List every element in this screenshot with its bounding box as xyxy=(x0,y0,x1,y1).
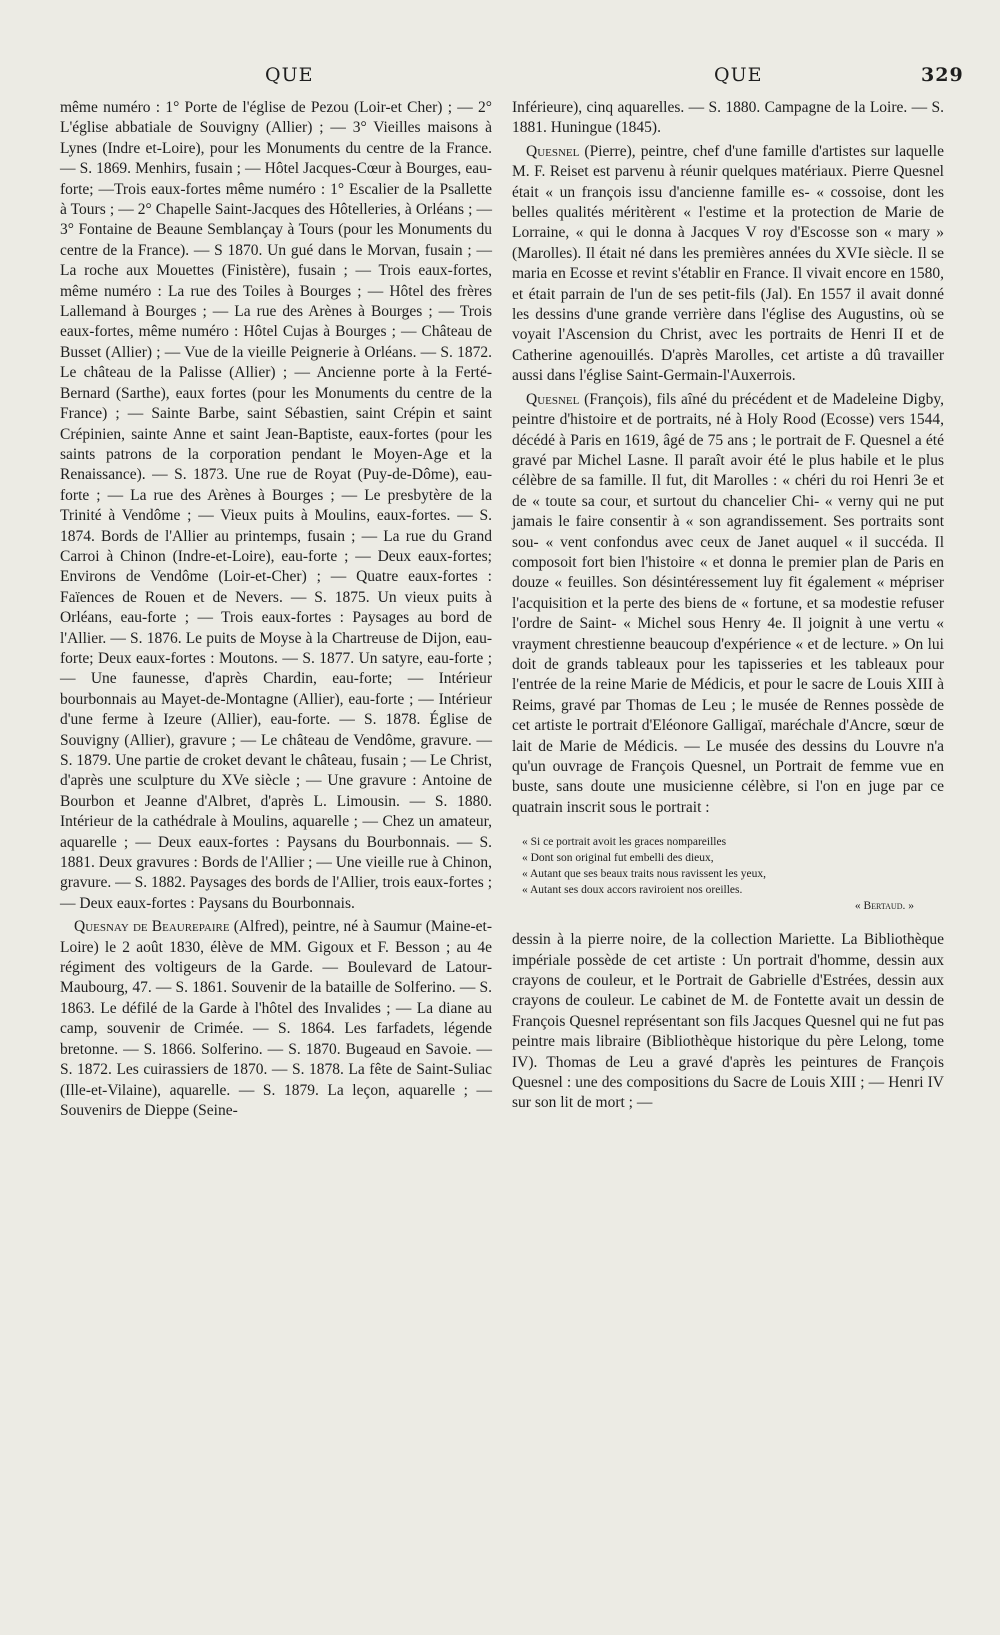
entry-body: (Alfred), peintre, né à Saumur (Maine-et-Loire) le 2 août 1830, élève de MM. Gigoux et F. Besson ; au 4e régiment des voltigeurs de la Garde. — Boulevard de Latour-Maubourg, 47. — S. 1861. Souvenir de la bataille de Solferino. — S. 1863. Le défilé de la Garde à l'hôtel des Invalides ; — La diane au camp, souvenir de Crimée. — S. 1864. Les farfadets, légende bretonne. — S. 1866. Solferino. — S. 1870. Bugeaud en Savoie. — S. 1872. Les cuirassiers de 1870. — S. 1878. La fête de Saint-Suliac (Ille-et-Vilaine), aquarelle. — S. 1879. La leçon, aquarelle ; — Souvenirs de Dieppe (Seine- xyxy=(60,918,493,1119)
entry-body: (Pierre), peintre, chef d'une famille d'artistes sur laquelle M. F. Reiset est parvenu à réunir quelques matériaux. Pierre Quesnel était « un françois issu d'ancienne famille es- « cossoise, dont les belles qualités méritèrent « l'estime et la protection de Marie de Lorraine, « qui le donna à Jacques V roy d'Escosse son « mary » (Marolles). Il était né dans les premières années du XVIe siècle. Il se maria en Ecosse et revint s'établir en France. Il vivait encore en 1580, et était parrain de l'un de ses petit-fils (Jal). En 1557 il avait donné les dessins d'une grande verrière dans l'église des Augustins, où se voyait l'Ascension du Christ, avec les portraits de Henri II et de Catherine agenouillés. D'après Marolles, cet artiste a dû travailler aussi dans l'église Saint-Germain-l'Auxerrois. xyxy=(512,142,944,385)
right-column xyxy=(512,98,944,1114)
paragraph-continued-right: Inférieure), cinq aquarelles. — S. 1880. Campagne de la Loire. — S. 1881. Huningue (1845). xyxy=(512,99,944,137)
entry-body: (François), fils aîné du précédent et de Madeleine Digby, peintre d'histoire et de portraits, né à Holy Rood (Ecosse) vers 1544, décédé à Paris en 1619, âgé de 75 ans ; le portrait de F. Quesnel a été gravé par Michel Lasne. Il paraît avoir été le plus habile et le plus célèbre de sa famille. Il fut, dit Marolles : « chéri du roi Henri 3e et de « toute sa cour, et surtout du chancelier Chi- « verny qui ne put jamais le faire consentir à « son agrandissement. Ses portraits sont sou- « vent confondus avec ceux de Janet auquel « il succéda. Il composoit fort bien l'histoire « et donna le premier plan de Paris en douze « feuilles. Son désintéressement luy fit également « mépriser l'acquisition et la perte des biens de « fortune, et sa modestie refuser l'ordre de Saint- « Michel sous Henry 4e. Il joignit à une vertu « vrayment chrestienne beaucoup d'expérience « et de lecture. » On lui doit de grands tableaux pour les tapisseries et les tableaux pour l'entrée de la reine Marie de Médicis, et pour le sacre de Louis XIII à Reims, gravé par Thomas de Leu ; le musée de Rennes possède de cet artiste le portrait d'Eléonore Galligaï, maréchale d'Ancre, sœur de lait de Marie de Médicis. — Le musée des dessins du Louvre n'a qu'un ouvrage de François Quesnel, un Portrait de femme vue en buste, sans doute une musicienne célèbre, si l'on en juge par ce quatrain inscrit sous le portrait : xyxy=(512,390,944,816)
quatrain-line: « Autant que ses beaux traits nous ravissent les yeux, xyxy=(522,868,767,881)
paragraph-continued: même numéro : 1° Porte de l'église de Pezou (Loir-et Cher) ; — 2° L'église abbatiale de Souvigny (Allier) ; — 3° Vieilles maisons à Lynes (Indre et-Loire), pour les Monuments du centre de la France. — S. 1869. Menhirs, fusain ; — Hôtel Jacques-Cœur à Bourges, eau-forte; —Trois eaux-fortes même numéro : 1° Escalier de la Psallette à Tours ; — 2° Chapelle Saint-Jacques des Hôtelleries, à Orléans ; — 3° Fontaine de Beaune Semblançay à Tours (pour les Monuments du centre de la France). — S 1870. Un gué dans le Morvan, fusain ; — La roche aux Mouettes (Finistère), fusain ; — Trois eaux-fortes, même numéro : La rue des Toiles à Bourges ; — Hôtel des frères Lallemand à Bourges ; — La rue des Arènes à Bourges ; — Trois eaux-fortes, même numéro : Hôtel Cujas à Bourges ; — Château de Busset (Allier) ; — Vue de la vieille Peignerie à Orléans. — S. 1872. Le château de la Palisse (Allier) ; — Ancienne porte à la Ferté-Bernard (Sarthe), eaux fortes (pour les Monuments du centre de la France) ; — Sainte Barbe, saint Sébastien, saint Crépin et saint Crépinien, sainte Anne et saint Jean-Baptiste, eaux-fortes (pour les saints patrons de la corporation pendant le Moyen-Age et la Renaissance). — S. 1873. Une rue de Royat (Puy-de-Dôme), eau-forte ; — La rue des Arènes à Bourges ; — Le presbytère de la Trinité à Vendôme ; — Vieux puits à Moulins, eaux-fortes. — S. 1874. Bords de l'Allier au printemps, fusain ; — La rue du Grand Carroi à Chinon (Indre-et-Loire), eau-forte ; — Deux eaux-fortes; Environs de Vendôme (Loir-et-Cher) ; — Quatre eaux-fortes : Faïences de Rouen et de Nevers. — S. 1875. Un vieux puits à Orléans, eau-forte ; — Trois eaux-fortes : Paysages au bord de l'Allier. — S. 1876. Le puits de Moyse à la Chartreuse de Dijon, eau-forte; Deux eaux-fortes : Moutons. — S. 1877. Un satyre, eau-forte ; — Une faunesse, d'après Chardin, eau-forte; — Intérieur bourbonnais au Mayet-de-Montagne (Allier), eau-forte ; — Intérieur d'une ferme à Izeure (Allier), eau-forte. — S. 1878. Église de Souvigny (Allier), gravure ; — Le château de Vendôme, gravure. — S. 1879. Une partie de croket devant le château, fusain ; — Le Christ, d'après une sculpture du XVe siècle ; — Une gravure : Antoine de Bourbon et Jeanne d'Albret, d'après L. Limousin. — S. 1880. Intérieur de la cathédrale à Moulins, aquarelle ; — Chez un amateur, aquarelle ; — Deux eaux-fortes : Paysans du Bourbonnais. — S. 1881. Deux gravures : Bords de l'Allier ; — Une vieille rue à Chinon, gravure. — S. 1882. Paysages des bords de l'Allier, trois eaux-fortes ; — Deux eaux-fortes : Paysans du Bourbonnais. xyxy=(60,99,492,912)
running-head-left: QUE xyxy=(265,64,314,86)
left-column xyxy=(60,98,492,1121)
paragraph-after-quote: dessin à la pierre noire, de la collection Mariette. La Bibliothèque impériale possède de cet artiste : Un portrait d'homme, dessin aux crayons de couleur, et le Portrait de Gabrielle d'Estrées, dessin aux crayons de couleur. Le cabinet de M. de Fontette avait un dessin de François Quesnel représentant son fils Jacques Quesnel qui ne fut pas peintre mais libraire (Bibliothèque historique du père Lelong, tome IV). Thomas de Leu a gravé d'après les peintures de François Quesnel : une des compositions du Sacre de Louis XIII ; — Henri IV sur son lit de mort ; — xyxy=(512,931,944,1112)
running-head-center: QUE xyxy=(714,64,763,86)
quatrain-line: « Autant ses doux accors raviroient nos oreilles. xyxy=(522,884,743,897)
entry-quesnel-pierre xyxy=(512,142,944,387)
entry-quesnel-francois xyxy=(512,390,944,819)
page-number: 329 xyxy=(921,64,964,86)
entry-quesnay xyxy=(60,917,492,1121)
entry-name: Quesnay de Beaurepaire xyxy=(74,918,230,936)
quatrain-line: « Si ce portrait avoit les graces nompareilles xyxy=(522,836,727,849)
quatrain-attribution: « Bertaud. » xyxy=(854,900,914,913)
entry-name: Quesnel xyxy=(526,390,580,408)
entry-name: Quesnel xyxy=(526,142,580,160)
quatrain-line: « Dont son original fut embelli des dieux, xyxy=(522,852,714,865)
quatrain xyxy=(522,834,944,914)
